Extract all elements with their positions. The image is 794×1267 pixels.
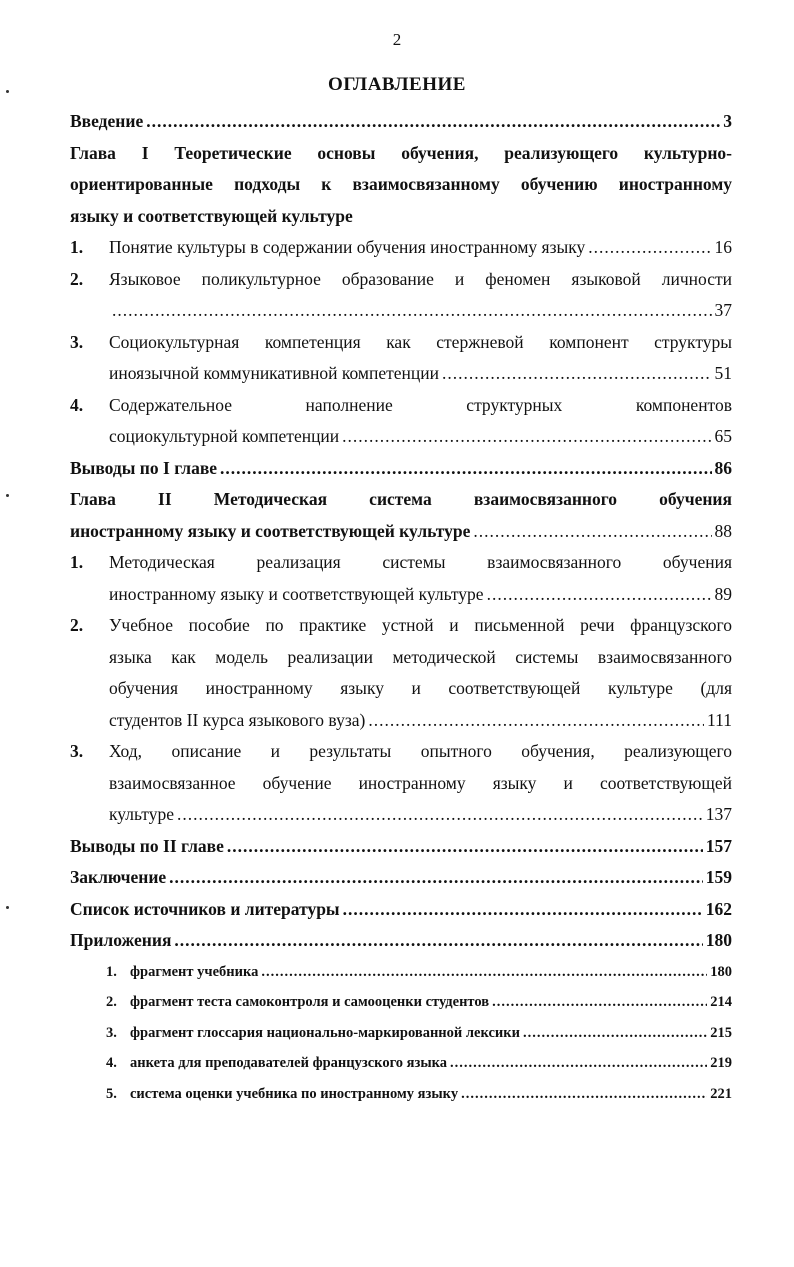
chapter-1-heading[interactable]: Глава I Теоретические основы обучения, реализующего культурно- ориентированные подходы к взаимосвязанному обучению иностранному языку и соответствующей культуре <box>70 142 732 226</box>
page-ref: 219 <box>710 1055 732 1071</box>
page-ref: 37 <box>714 300 732 320</box>
page-ref: 86 <box>714 457 732 478</box>
toc-entry-1-4[interactable]: 4. Содержательное наполнение структурных компонентов социокультурной компетенции ..... 65 <box>70 390 732 453</box>
page-ref: 65 <box>714 426 732 446</box>
page-ref: 221 <box>710 1085 732 1102</box>
toc-entry-1-2[interactable]: 2. Языковое поликультурное образование и феномен языковой личности ..... 37 <box>70 264 732 327</box>
page-ref: 214 <box>710 994 732 1010</box>
page-ref: 180 <box>710 963 732 980</box>
page-ref: 162 <box>705 898 732 919</box>
page-title: ОГЛАВЛЕНИЕ <box>328 74 466 95</box>
toc-entry-1-1[interactable]: 1. Понятие культуры в содержании обучения иностранному языку ..... 16 <box>70 232 732 264</box>
chapter-2-heading[interactable]: Глава II Методическая система взаимосвязанного обучения иностранному языку и соответствующей культуре ..... 88 <box>70 484 732 547</box>
toc-entry-2-1[interactable]: 1. Методическая реализация системы взаимосвязанного обучения иностранному языку и соответствующей культуре ..... 89 <box>70 547 732 610</box>
toc-entry-2-3[interactable]: 3. Ход, описание и результаты опытного обучения, реализующего взаимосвязанное обучение иностранному языку и соответствующей культуре ..... 137 <box>70 736 732 831</box>
toc-entry-conclusions-2[interactable]: Выводы по II главе ..... 157 <box>70 831 732 863</box>
scan-mark <box>6 90 9 93</box>
scan-mark <box>6 494 9 497</box>
toc-entry-appendix-5[interactable]: 5. система оценки учебника по иностранному языку ..... 221 <box>70 1079 732 1110</box>
toc-entry-conclusions-1[interactable]: Выводы по I главе ..... 86 <box>70 453 732 485</box>
page-ref: 89 <box>714 583 732 604</box>
page-ref: 137 <box>705 804 732 824</box>
scan-mark <box>6 906 9 909</box>
page-ref: 180 <box>705 930 732 950</box>
page-ref: 16 <box>714 237 732 257</box>
page-ref: 111 <box>707 709 732 730</box>
toc-entry-appendix-1[interactable]: 1. фрагмент учебника ..... 180 <box>70 957 732 988</box>
toc-entry-2-2[interactable]: 2. Учебное пособие по практике устной и письменной речи французского языка как модель реализации методической системы взаимосвязанного обучения иностранному языку и соответствующей культуре (для студентов II курса языкового вуза) ..... 111 <box>70 610 732 736</box>
toc-entry-appendices[interactable]: Приложения ..... 180 <box>70 925 732 957</box>
toc-entry-appendix-4[interactable]: 4. анкета для преподавателей французского языка ..... 219 <box>70 1048 732 1079</box>
toc-entry-intro[interactable]: Введение ..... 3 <box>70 106 732 138</box>
page-number: 2 <box>392 30 402 49</box>
page-ref: 3 <box>723 111 732 131</box>
toc-entry-appendix-3[interactable]: 3. фрагмент глоссария национально-маркированной лексики ..... 215 <box>70 1018 732 1049</box>
page-ref: 215 <box>710 1024 732 1041</box>
page-ref: 51 <box>714 363 732 383</box>
page-ref: 157 <box>705 835 732 856</box>
page-ref: 88 <box>714 520 732 541</box>
table-of-contents <box>70 106 732 1109</box>
toc-entry-1-3[interactable]: 3. Социокультурная компетенция как стержневой компонент структуры иноязычной коммуникативной компетенции ..... 51 <box>70 327 732 390</box>
toc-entry-appendix-2[interactable]: 2. фрагмент теста самоконтроля и самооценки студентов ..... 214 <box>70 987 732 1018</box>
page-ref: 159 <box>705 867 732 887</box>
toc-entry-conclusion[interactable]: Заключение ..... 159 <box>70 862 732 894</box>
toc-entry-sources[interactable]: Список источников и литературы ..... 162 <box>70 894 732 926</box>
